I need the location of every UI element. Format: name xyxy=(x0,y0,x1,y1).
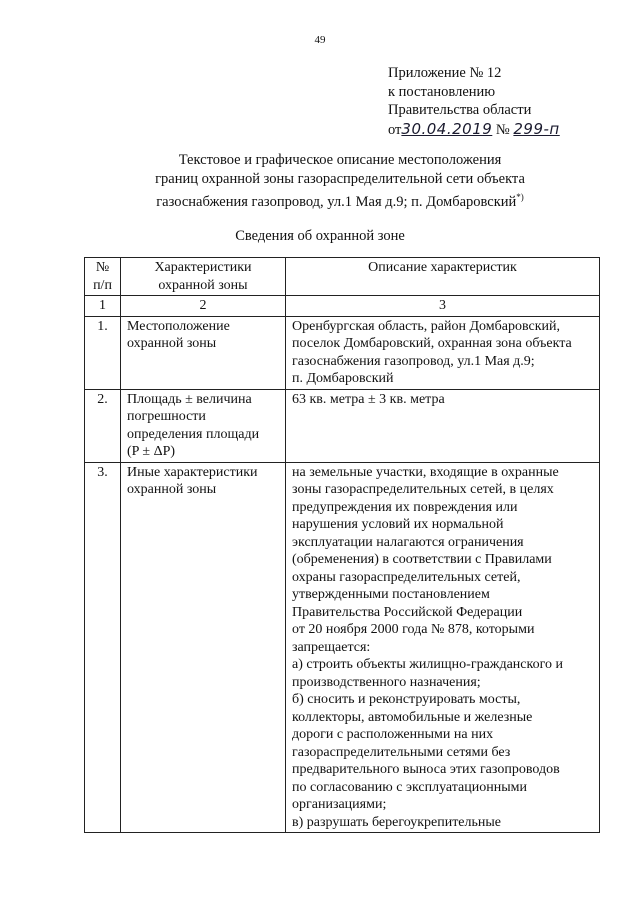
table-row xyxy=(85,389,600,462)
section-subtitle: Сведения об охранной зоне xyxy=(235,228,405,244)
characteristic-line: определения площади xyxy=(127,426,260,442)
title-line-1: Текстовое и графическое описание местоположения xyxy=(178,152,502,168)
description-line: (обременения) в соответствии с Правилами xyxy=(292,552,552,567)
row-number: 3. xyxy=(85,462,121,833)
document-title xyxy=(90,151,590,211)
description-line: организациями; xyxy=(292,797,387,812)
row-characteristic xyxy=(121,462,286,833)
page-number: 49 xyxy=(314,34,326,46)
description-line: коллекторы, автомобильные и железные xyxy=(292,709,533,725)
row-description xyxy=(286,316,600,389)
description-line: утвержденными постановлением xyxy=(292,587,490,602)
characteristic-line: охранной зоны xyxy=(127,482,217,497)
header-characteristics: Характеристики охранной зоны xyxy=(121,258,286,296)
table-row xyxy=(85,462,600,833)
row-number: 2. xyxy=(85,389,121,462)
description-line: газоснабжения газопровод, ул.1 Мая д.9; xyxy=(292,353,535,369)
appendix-block xyxy=(388,64,560,139)
characteristic-line: погрешности xyxy=(127,409,206,424)
characteristic-line: охранной зоны xyxy=(127,336,217,351)
row-description xyxy=(286,462,600,833)
handwritten-date: 30.04.2019 xyxy=(401,119,493,138)
description-line: Правительства Российской Федерации xyxy=(292,604,523,620)
column-number: 3 xyxy=(286,296,600,317)
description-line: п. Домбаровский xyxy=(292,371,394,386)
appendix-line-2: к постановлению xyxy=(388,83,496,100)
description-line: поселок Домбаровский, охранная зона объекта xyxy=(292,336,572,351)
protection-zone-table xyxy=(84,257,600,833)
handwritten-number: 299-п xyxy=(513,119,560,138)
appendix-line-3: Правительства области xyxy=(388,102,532,118)
description-line: зоны газораспределительных сетей, в целях xyxy=(292,482,554,497)
description-line: от 20 ноября 2000 года № 878, которыми xyxy=(292,622,535,637)
description-line: газораспределительными сетями без xyxy=(292,744,511,760)
number-prefix: № xyxy=(495,121,510,138)
table-header-row xyxy=(85,258,600,296)
characteristic-line: Местоположение xyxy=(127,318,230,334)
description-line: дороги с расположенными на них xyxy=(292,727,494,742)
appendix-line-1: Приложение № 12 xyxy=(388,65,502,81)
description-line: Оренбургская область, район Домбаровский, xyxy=(292,318,561,334)
description-line: производственного назначения; xyxy=(292,674,481,690)
column-number-row xyxy=(85,296,600,317)
description-line: нарушения условий их нормальной xyxy=(292,517,504,532)
description-line: а) строить объекты жилищно-гражданского и xyxy=(292,657,563,672)
description-line: на земельные участки, входящие в охранные xyxy=(292,464,559,480)
description-line: по согласованию с эксплуатационными xyxy=(292,779,527,795)
date-prefix: от xyxy=(388,121,402,138)
title-line-2: границ охранной зоны газораспределительной сети объекта xyxy=(155,170,525,187)
footnote-mark: *) xyxy=(516,192,524,202)
description-line: в) разрушать берегоукрепительные xyxy=(292,814,502,830)
description-line: б) сносить и реконструировать мосты, xyxy=(292,692,521,707)
description-line: предупреждения их повреждения или xyxy=(292,499,518,515)
table-rows xyxy=(85,316,600,833)
header-number: № п/п xyxy=(85,258,121,296)
characteristic-line: (P ± ΔP) xyxy=(127,444,176,459)
appendix-date-line xyxy=(388,120,560,140)
row-description xyxy=(286,389,600,462)
column-number: 1 xyxy=(85,296,121,317)
table-row xyxy=(85,316,600,389)
description-line: эксплуатации налагаются ограничения xyxy=(292,534,524,550)
row-number: 1. xyxy=(85,316,121,389)
characteristic-line: Площадь ± величина xyxy=(127,391,252,407)
title-line-3: газоснабжения газопровод, ул.1 Мая д.9; п. Домбаровский*) xyxy=(156,192,524,210)
description-line: предварительного выноса этих газопроводов xyxy=(292,762,560,777)
row-characteristic xyxy=(121,389,286,462)
description-line: 63 кв. метра ± 3 кв. метра xyxy=(292,391,445,407)
column-number: 2 xyxy=(121,296,286,317)
row-characteristic xyxy=(121,316,286,389)
characteristic-line: Иные характеристики xyxy=(127,464,258,480)
description-line: запрещается: xyxy=(292,639,371,655)
header-description: Описание характеристик xyxy=(286,258,600,296)
description-line: охраны газораспределительных сетей, xyxy=(292,569,521,585)
